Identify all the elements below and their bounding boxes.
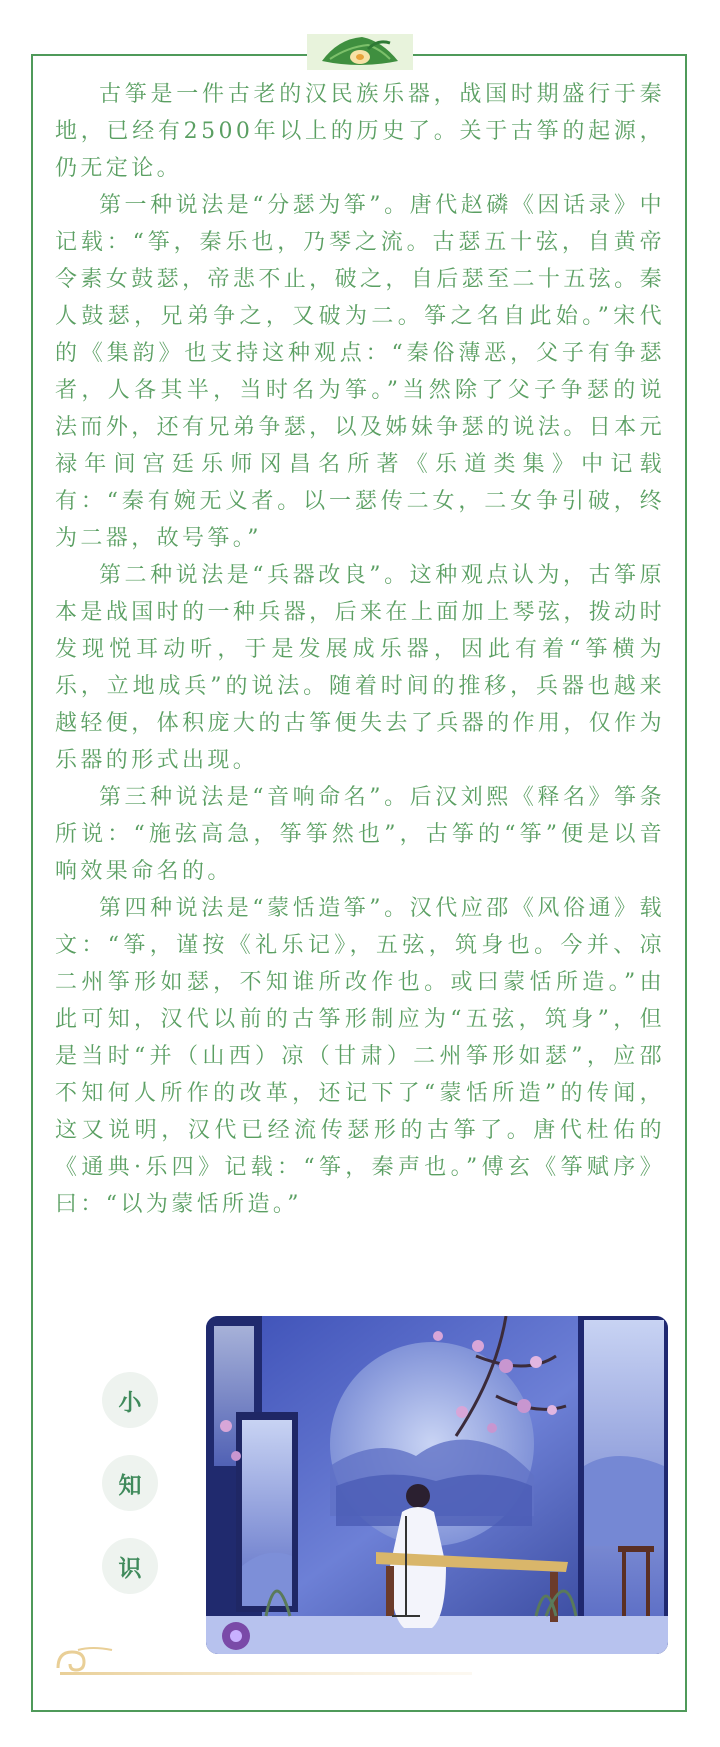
cloud-swirl-decoration [52, 1642, 472, 1678]
guzheng-performance-photo [206, 1316, 668, 1654]
article-text [55, 76, 665, 1223]
tag-zhi: 知 [102, 1455, 158, 1511]
paragraph: 古筝是一件古老的汉民族乐器，战国时期盛行于秦地，已经有2500年以上的历史了。关于古筝的起源，仍无定论。 [55, 82, 665, 181]
paragraph: 第二种说法是“兵器改良”。这种观点认为，古筝原本是战国时的一种兵器，后来在上面加上琴弦，拨动时发现悦耳动听，于是发展成乐器，因此有着“筝横为乐，立地成兵”的说法。随着时间的推移，兵器也越来越轻便，体积庞大的古筝便失去了兵器的作用，仅作为乐器的形式出现。 [55, 563, 665, 773]
knowledge-tags [102, 1372, 158, 1621]
tag-xiao: 小 [102, 1372, 158, 1428]
tag-shi: 识 [102, 1538, 158, 1594]
zongzi-icon [318, 35, 402, 69]
paragraph: 第四种说法是“蒙恬造筝”。汉代应邵《风俗通》载文：“筝，谨按《礼乐记》，五弦，筑身也。今并、凉二州筝形如瑟，不知谁所改作也。或曰蒙恬所造。”由此可知，汉代以前的古筝形制应为“五弦，筑身”，但是当时“并（山西）凉（甘肃）二州筝形如瑟”，应邵不知何人所作的改革，还记下了“蒙恬所造”的传闻，这又说明，汉代已经流传瑟形的古筝了。唐代杜佑的《通典·乐四》记载：“筝，秦声也。”傅玄《筝赋序》曰：“以为蒙恬所造。” [55, 896, 665, 1217]
paragraph: 第一种说法是“分瑟为筝”。唐代赵磷《因话录》中记载：“筝，秦乐也，乃琴之流。古瑟五十弦，自黄帝令素女鼓瑟，帝悲不止，破之，自后瑟至二十五弦。秦人鼓瑟，兄弟争之，又破为二。筝之名自此始。”宋代的《集韵》也支持这种观点：“秦俗薄恶，父子有争瑟者，人各其半，当时名为筝。”当然除了父子争瑟的说法而外，还有兄弟争瑟，以及姊妹争瑟的说法。日本元禄年间宫廷乐师冈昌名所著《乐道类集》中记载有：“秦有婉无义者。以一瑟传二女，二女争引破，终为二器，故号筝。” [55, 193, 665, 551]
zongzi-badge [307, 34, 413, 70]
paragraph: 第三种说法是“音响命名”。后汉刘熙《释名》筝条所说：“施弦高急，筝筝然也”，古筝的“筝”便是以音响效果命名的。 [55, 785, 665, 884]
